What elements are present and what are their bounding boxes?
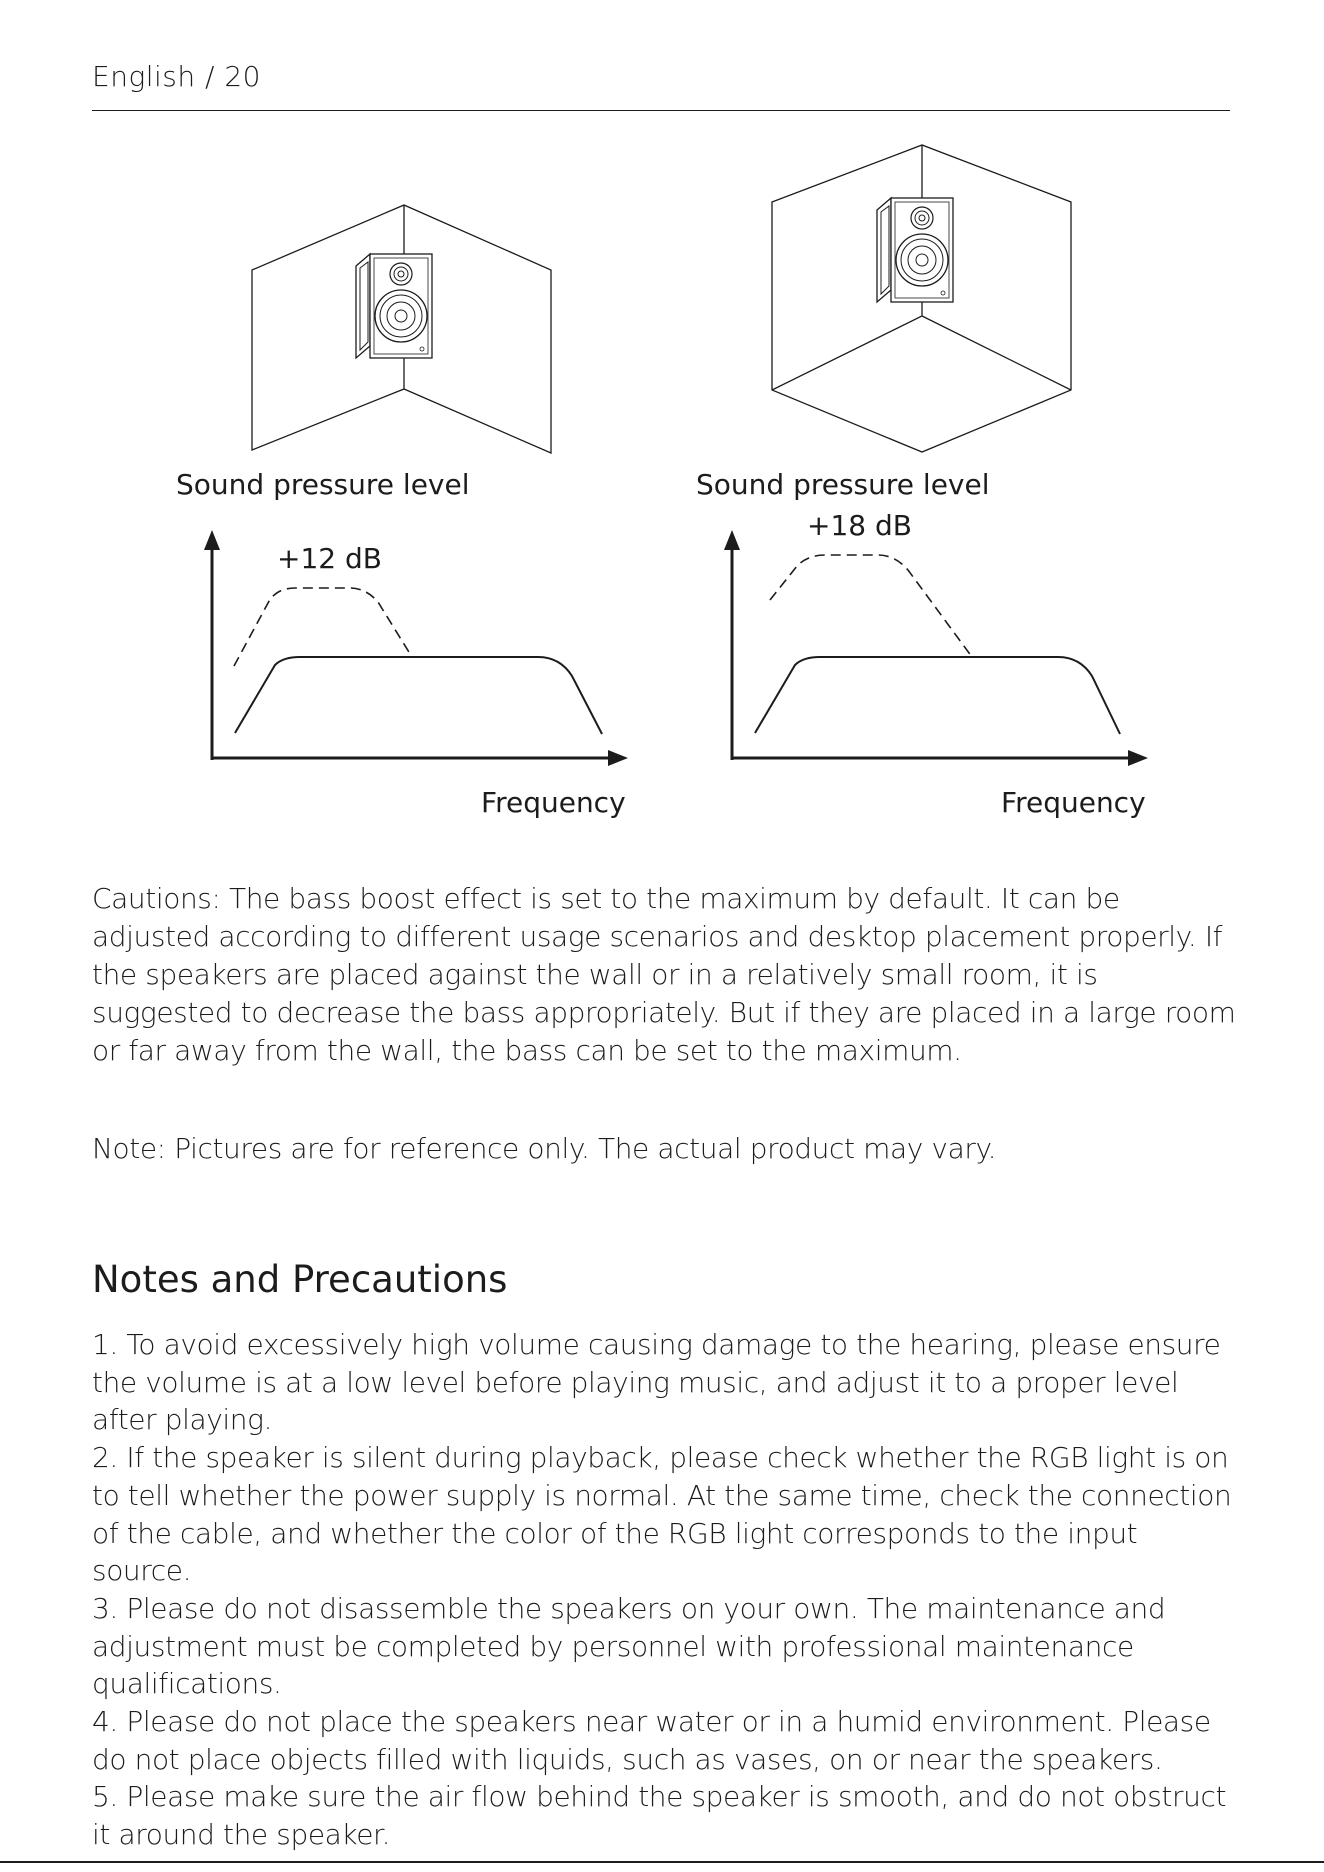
graph-peak-label: +18 dB — [807, 509, 912, 542]
section-title: Notes and Precautions — [92, 1258, 508, 1301]
x-axis-arrow-icon — [608, 750, 628, 766]
list-item: 5. Please make sure the air flow behind the speaker is smooth, and do not obstruct it around the speaker. — [92, 1780, 1227, 1852]
y-axis-arrow-icon — [724, 530, 740, 550]
list-item: 2. If the speaker is silent during playback, please check whether the RGB light is on to tell whether the power supply is normal. At the same time, check the connection of the cable, and whether the color of the RGB light corresponds to the input source. — [92, 1441, 1232, 1588]
speaker-placement-diagrams — [0, 0, 1324, 840]
response-graph-left — [176, 468, 628, 819]
speaker-icon — [877, 198, 953, 302]
list-item: 1. To avoid excessively high volume causing damage to the hearing, please ensure the volume is at a low level before playing music, and adjust it to a proper level after playing. — [92, 1328, 1221, 1437]
note-paragraph: Note: Pictures are for reference only. The actual product may vary. — [92, 1132, 997, 1165]
graph-x-caption: Frequency — [1001, 786, 1146, 819]
graph-x-caption: Frequency — [481, 786, 626, 819]
x-axis-arrow-icon — [1128, 750, 1148, 766]
y-axis-arrow-icon — [204, 530, 220, 550]
cautions-paragraph: Cautions: The bass boost effect is set to the maximum by default. It can be adjusted according to different usage scenarios and desktop placement properly. If the speakers are placed against the wall or in a relatively small room, it is suggested to decrease the bass appropriately. But if they are placed in a large room or far away from the wall, the bass can be set to the maximum. — [92, 882, 1236, 1067]
precautions-list — [92, 1326, 1242, 1854]
list-item: 4. Please do not place the speakers near water or in a humid environment. Please do not place objects filled with liquids, such as vases, on or near the speakers. — [92, 1705, 1211, 1776]
graph-y-caption: Sound pressure level — [696, 468, 990, 501]
response-graph-right — [696, 468, 1148, 819]
list-item: 3. Please do not disassemble the speakers on your own. The maintenance and adjustment must be completed by personnel with professional maintenance qualifications. — [92, 1591, 1166, 1701]
right-corner-illustration — [772, 145, 1071, 452]
page-bottom-rule — [0, 1861, 1324, 1863]
speaker-icon — [356, 254, 432, 358]
left-corner-illustration — [252, 205, 551, 453]
page-header-label: English / 20 — [92, 60, 261, 93]
graph-y-caption: Sound pressure level — [176, 468, 470, 501]
graph-peak-label: +12 dB — [277, 542, 382, 575]
